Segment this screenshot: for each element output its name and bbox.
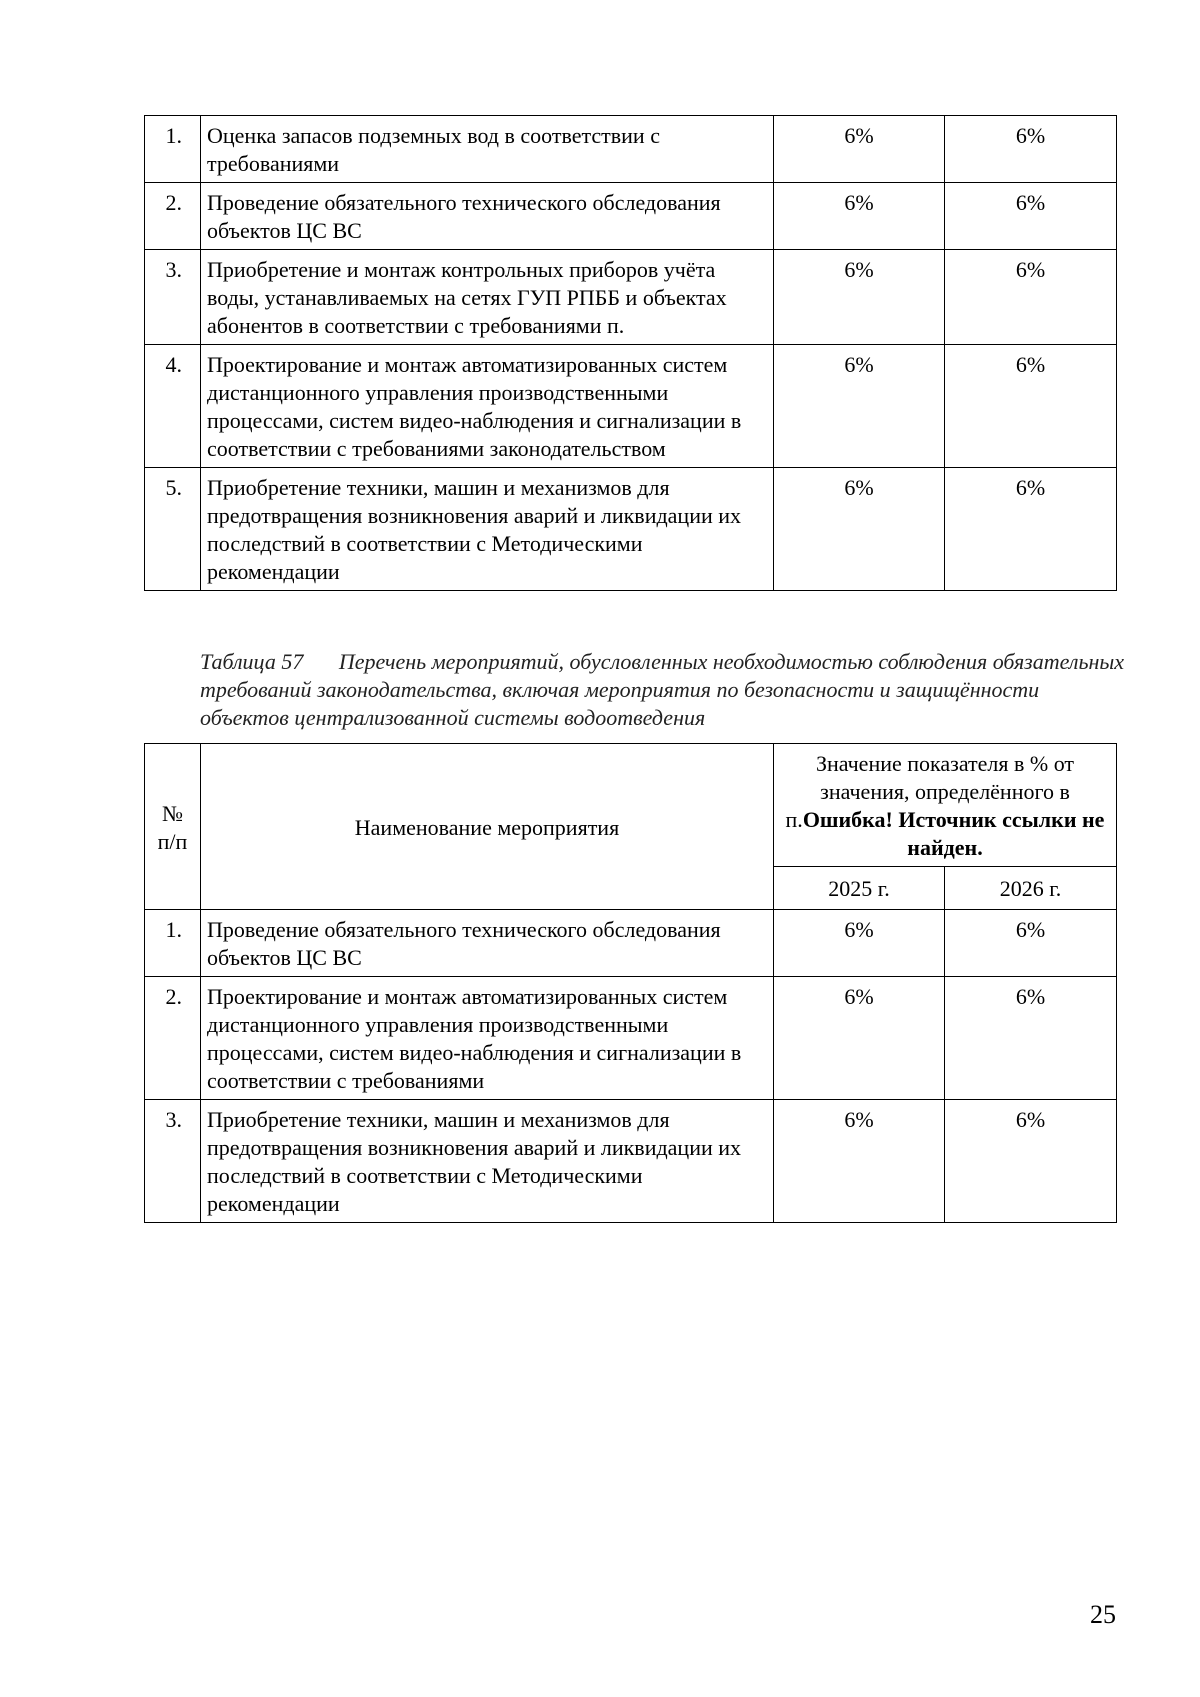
value-2025: 6% xyxy=(774,468,945,591)
value-2026: 6% xyxy=(945,116,1117,183)
value-2026: 6% xyxy=(945,183,1117,250)
column-header-value-text: Значение показателя в % от значения, определённого в п. xyxy=(785,751,1075,832)
measure-name: Проведение обязательного технического обследования объектов ЦС ВС xyxy=(201,183,774,250)
table-row xyxy=(145,910,1117,977)
row-number: 1. xyxy=(145,116,201,183)
value-2026: 6% xyxy=(945,250,1117,345)
value-2026: 6% xyxy=(945,1100,1117,1223)
table-row xyxy=(145,977,1117,1100)
table-row xyxy=(145,183,1117,250)
table-row xyxy=(145,250,1117,345)
value-2026: 6% xyxy=(945,345,1117,468)
value-2025: 6% xyxy=(774,345,945,468)
measures-table-continued xyxy=(144,115,1117,591)
row-number: 1. xyxy=(145,910,201,977)
measure-name: Оценка запасов подземных вод в соответствии с требованиями xyxy=(201,116,774,183)
value-2026: 6% xyxy=(945,977,1117,1100)
measures-table-wastewater xyxy=(144,743,1117,1223)
table-row xyxy=(145,345,1117,468)
column-header-value xyxy=(774,744,1117,867)
value-2025: 6% xyxy=(774,910,945,977)
measure-name: Приобретение техники, машин и механизмов для предотвращения возникновения аварий и ликвидации их последствий в соответствии с Методическими рекомендации xyxy=(201,468,774,591)
table-caption-label: Таблица 57 xyxy=(200,649,304,674)
measure-name: Проведение обязательного технического обследования объектов ЦС ВС xyxy=(201,910,774,977)
row-number: 4. xyxy=(145,345,201,468)
value-2025: 6% xyxy=(774,183,945,250)
row-number: 2. xyxy=(145,183,201,250)
row-number: 3. xyxy=(145,1100,201,1223)
row-number: 2. xyxy=(145,977,201,1100)
value-2025: 6% xyxy=(774,1100,945,1223)
table-row xyxy=(145,1100,1117,1223)
row-number: 3. xyxy=(145,250,201,345)
value-2026: 6% xyxy=(945,910,1117,977)
column-header-year-2026: 2026 г. xyxy=(945,867,1117,910)
measure-name: Приобретение и монтаж контрольных приборов учёта воды, устанавливаемых на сетях ГУП РПББ и объектах абонентов в соответствии с требованиями п. xyxy=(201,250,774,345)
measure-name: Приобретение техники, машин и механизмов для предотвращения возникновения аварий и ликвидации их последствий в соответствии с Методическими рекомендации xyxy=(201,1100,774,1223)
measure-name: Проектирование и монтаж автоматизированных систем дистанционного управления производственными процессами, систем видео-наблюдения и сигнализации в соответствии с требованиями xyxy=(201,977,774,1100)
reference-error-text: Ошибка! Источник ссылки не найден. xyxy=(802,807,1105,860)
column-header-name: Наименование мероприятия xyxy=(201,744,774,910)
table-caption xyxy=(200,648,1130,732)
table-header-row xyxy=(145,744,1117,867)
table-row xyxy=(145,468,1117,591)
row-number: 5. xyxy=(145,468,201,591)
value-2025: 6% xyxy=(774,250,945,345)
value-2026: 6% xyxy=(945,468,1117,591)
table-row xyxy=(145,116,1117,183)
column-header-number: № п/п xyxy=(145,744,201,910)
measure-name: Проектирование и монтаж автоматизированных систем дистанционного управления производственными процессами, систем видео-наблюдения и сигнализации в соответствии с требованиями законодательством xyxy=(201,345,774,468)
column-header-year-2025: 2025 г. xyxy=(774,867,945,910)
value-2025: 6% xyxy=(774,116,945,183)
table-caption-text: Перечень мероприятий, обусловленных необходимостью соблюдения обязательных требований законодательства, включая мероприятия по безопасности и защищённости объектов централизованной системы водоотведения xyxy=(200,649,1125,730)
value-2025: 6% xyxy=(774,977,945,1100)
page-number: 25 xyxy=(1090,1600,1116,1629)
